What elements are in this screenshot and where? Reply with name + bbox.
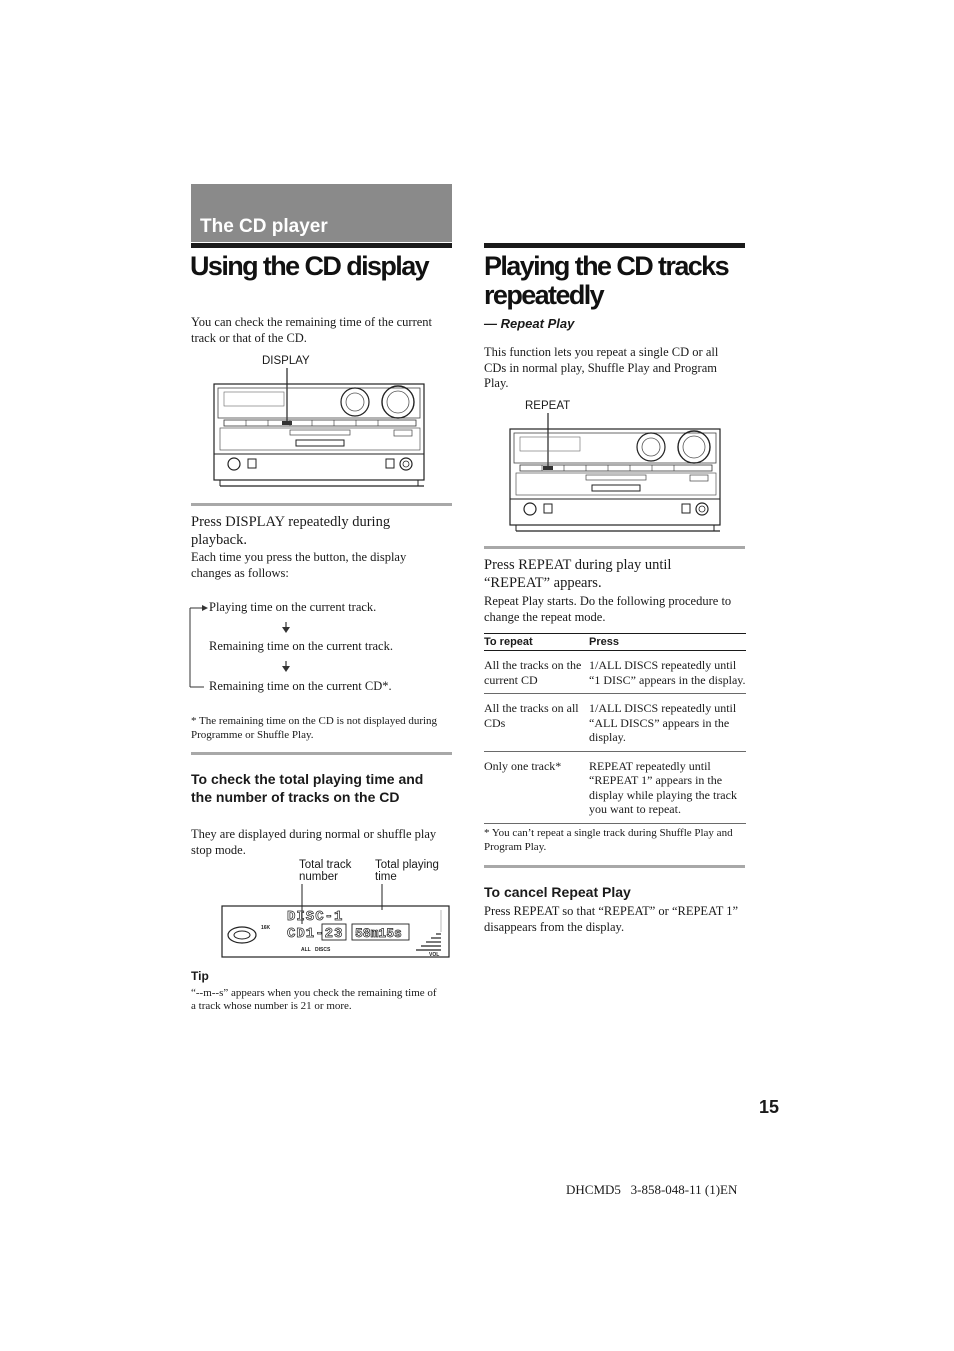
cancel-repeat-title: To cancel Repeat Play [484,884,631,900]
table-row [484,651,746,694]
left-title: Using the CD display [190,251,429,281]
right-title-rule [484,243,745,248]
left-footnote: * The remaining time on the CD is not displayed during Programme or Shuffle Play. [191,715,438,741]
stereo-illustration-display [210,366,430,488]
page-number: 15 [759,1097,780,1117]
left-subsection-rule [191,752,452,755]
lcd-bottom-mid: DISCS [315,947,331,953]
table-cell: 1/ALL DISCS repeatedly until “ALL DISCS” appears in the display. [589,694,746,752]
table-row [484,751,746,823]
right-intro: This function lets you repeat a single CD or all CDs in normal play, Shuffle Play and Program Play. [484,345,719,390]
right-step-rule [484,546,745,549]
table-cell: Only one track* [484,751,589,823]
right-footnote: * You can’t repeat a single track during Shuffle Play and Program Play. [484,827,733,853]
tip-text: “--m--s” appears when you check the remaining time of a track whose number is 21 or more. [191,987,437,1012]
repeat-button-label: REPEAT [525,400,571,412]
right-step-sub: Repeat Play starts. Do the following procedure to change the repeat mode. [484,594,732,624]
cycle-step-1: Playing time on the current track. [209,600,377,614]
left-step-sub: Each time you press the button, the display changes as follows: [191,550,407,580]
left-step-main: Press DISPLAY repeatedly during playback. [191,514,391,548]
lcd-line-2b: 58m15s [355,926,402,941]
lcd-bottom-left: ALL [301,947,311,953]
table-cell: All the tracks on the current CD [484,651,589,694]
left-subheading: To check the total playing time and the number of tracks on the CD [191,771,424,805]
label-total-playing-time: Total playing time [375,859,439,883]
repeat-mode-table [484,633,746,824]
right-subtitle: — Repeat Play [484,316,575,331]
tip-title: Tip [191,969,209,983]
footer-code: DHCMD5 3-858-048-11 (1)EN [566,1182,738,1197]
display-button-label: DISPLAY [262,355,310,367]
right-cancel-rule [484,865,745,868]
cancel-repeat-text: Press REPEAT so that “REPEAT” or “REPEAT 1” disappears from the display. [484,904,739,934]
table-header-press: Press [589,634,746,651]
right-title: Playing the CD tracks repeatedly [484,251,728,310]
lcd-small-left: 16K [261,925,271,931]
left-intro: You can check the remaining time of the current track or that of the CD. [191,315,433,345]
left-step-rule [191,503,452,506]
table-cell: REPEAT repeatedly until “REPEAT 1” appears in the display while playing the track you want to repeat. [589,751,746,823]
table-row [484,694,746,752]
right-step-main: Press REPEAT during play until “REPEAT” appears. [484,557,672,591]
lcd-display-illustration [220,884,452,960]
table-cell: All the tracks on all CDs [484,694,589,752]
lcd-line-1: DISC-1 [287,909,344,925]
left-sub-text: They are displayed during normal or shuffle play stop mode. [191,827,437,857]
label-total-track-number: Total track number [299,859,352,883]
table-cell: 1/ALL DISCS repeatedly until “1 DISC” appears in the display. [589,651,746,694]
stereo-illustration-repeat [506,411,726,533]
lcd-line-2a: CD1-23 [287,926,344,942]
section-header-label: The CD player [200,216,328,237]
cycle-step-2: Remaining time on the current track. [209,639,393,653]
table-header-to-repeat: To repeat [484,634,589,651]
table-header-row [484,634,746,651]
cycle-step-3: Remaining time on the current CD*. [209,679,392,693]
lcd-vol: VOL [429,952,440,958]
left-title-rule [191,243,452,248]
section-header [191,184,452,242]
